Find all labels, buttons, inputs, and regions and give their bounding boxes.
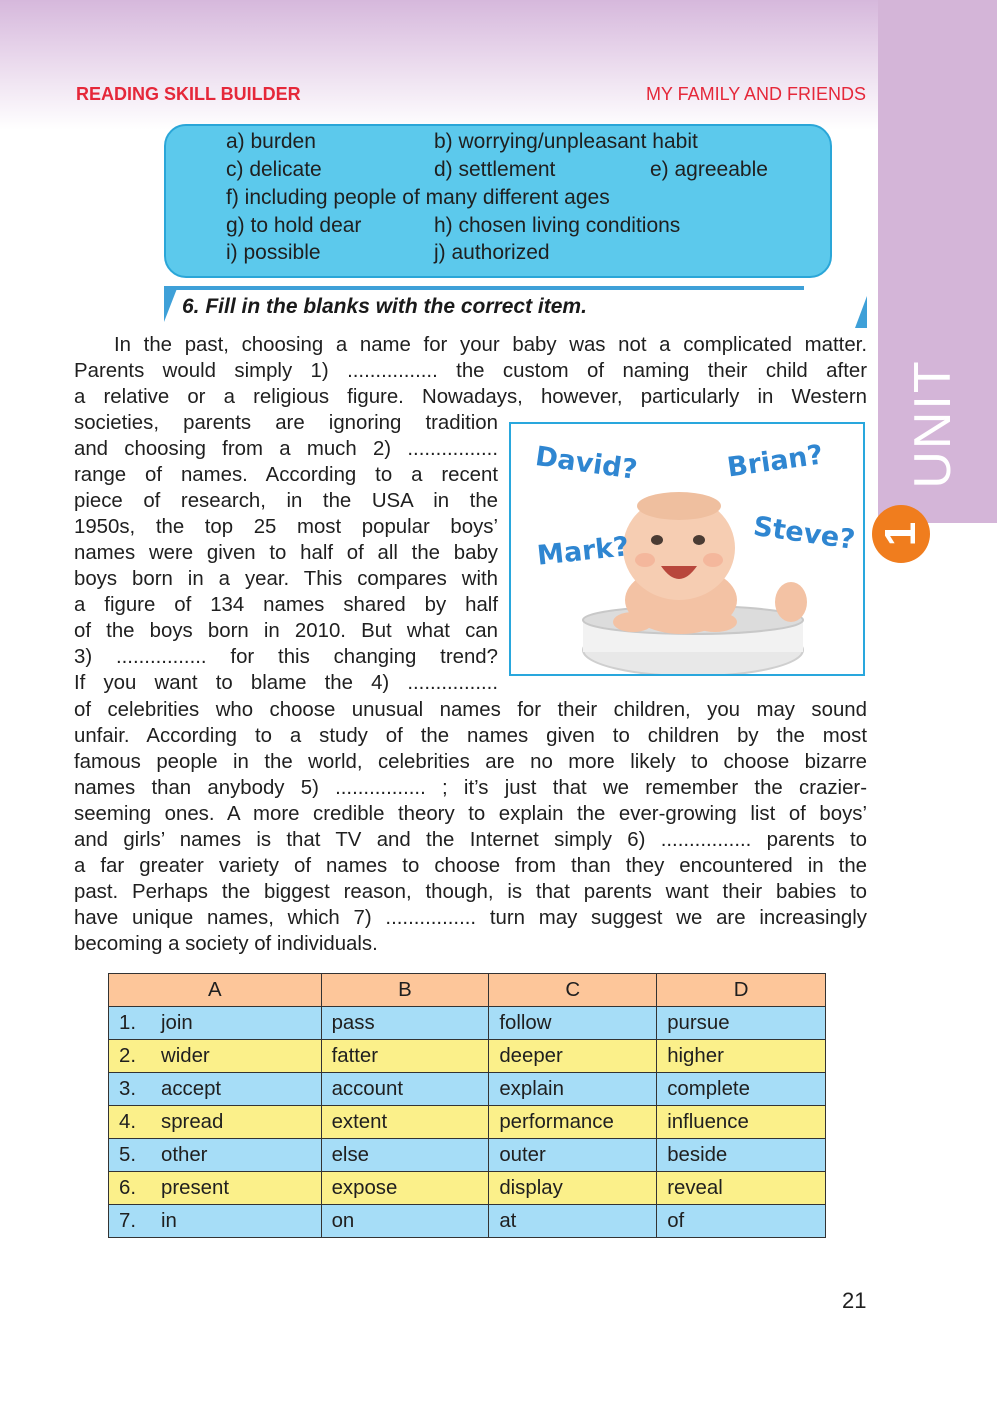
section-header: READING SKILL BUILDER	[76, 84, 301, 104]
option-cell-d: beside	[657, 1139, 826, 1172]
option-cell-c: follow	[489, 1007, 657, 1040]
table-row	[109, 1172, 826, 1205]
definition-item: j) authorized	[434, 241, 550, 264]
table-row	[109, 1106, 826, 1139]
passage-line: seeming ones. A more credible theory to explain the ever-growing list of boys’	[74, 803, 867, 825]
option-cell-a	[109, 1073, 322, 1106]
option-cell-d: higher	[657, 1040, 826, 1073]
option-cell-b: else	[321, 1139, 489, 1172]
column-header: B	[321, 974, 489, 1007]
topic-header: MY FAMILY AND FRIENDS	[645, 84, 866, 104]
option-text: other	[161, 1143, 208, 1166]
option-text: spread	[161, 1110, 224, 1133]
option-cell-c: explain	[489, 1073, 657, 1106]
passage-line: 3) ................ for this changing trend?	[74, 646, 498, 668]
row-number: 3.	[119, 1077, 137, 1100]
passage-line: If you want to blame the 4) ................	[74, 672, 498, 694]
option-cell-b: expose	[321, 1172, 489, 1205]
passage-line: names were given to half of all the baby	[74, 542, 498, 564]
passage-line: and girls’ names is that TV and the Internet simply 6) ................ parents to	[74, 829, 867, 851]
header-band	[0, 0, 878, 130]
passage-line: of the boys born in 2010. But what can	[74, 620, 498, 642]
unit-label: UNIT	[904, 359, 962, 489]
option-text: wider	[161, 1044, 210, 1067]
row-number: 1.	[119, 1011, 137, 1034]
passage-line: of celebrities who choose unusual names for their children, you may sound	[74, 699, 867, 721]
option-cell-b: pass	[321, 1007, 489, 1040]
definition-item: i) possible	[226, 241, 321, 264]
column-header: C	[489, 974, 657, 1007]
option-cell-a	[109, 1139, 322, 1172]
name-label: David?	[533, 441, 640, 486]
passage-line: boys born in a year. This compares with	[74, 568, 498, 590]
passage-line: and choosing from a much 2) ................	[74, 438, 498, 460]
option-text: present	[161, 1176, 230, 1199]
option-text: in	[161, 1209, 177, 1232]
baby-photo	[509, 422, 865, 676]
options-table	[108, 973, 826, 1238]
passage-line: becoming a society of individuals.	[74, 933, 378, 955]
option-cell-d: reveal	[657, 1172, 826, 1205]
column-header: D	[657, 974, 826, 1007]
option-cell-a	[109, 1040, 322, 1073]
task-title: 6. Fill in the blanks with the correct item.	[182, 295, 587, 318]
passage-line: famous people in the world, celebrities are no more likely to choose bizarre	[74, 751, 867, 773]
option-cell-d: of	[657, 1205, 826, 1238]
unit-number: 1	[876, 521, 925, 547]
table-row	[109, 1040, 826, 1073]
page-number: 21	[842, 1288, 867, 1313]
passage-line: a relative or a religious figure. Nowadays, however, particularly in Western	[74, 386, 867, 408]
name-label: Steve?	[751, 511, 857, 556]
passage-line: piece of research, in the USA in the	[74, 490, 498, 512]
option-cell-b: on	[321, 1205, 489, 1238]
option-cell-d: pursue	[657, 1007, 826, 1040]
table-header-row	[109, 974, 826, 1007]
option-cell-a	[109, 1007, 322, 1040]
passage-bottom	[74, 697, 867, 957]
option-text: join	[161, 1011, 193, 1034]
option-cell-c: outer	[489, 1139, 657, 1172]
passage-line: Parents would simply 1) ................ the custom of naming their child after	[74, 360, 867, 382]
option-text: accept	[161, 1077, 222, 1100]
option-cell-b: account	[321, 1073, 489, 1106]
definition-item: d) settlement	[434, 158, 556, 181]
option-cell-a	[109, 1106, 322, 1139]
table-row	[109, 1205, 826, 1238]
column-header: A	[109, 974, 322, 1007]
option-cell-c: performance	[489, 1106, 657, 1139]
table-row	[109, 1007, 826, 1040]
passage-line: range of names. According to a recent	[74, 464, 498, 486]
passage-line: past. Perhaps the biggest reason, though, is that parents want their babies to	[74, 881, 867, 903]
passage-line: have unique names, which 7) ................ turn may suggest we are increasingly	[74, 907, 867, 929]
option-cell-b: fatter	[321, 1040, 489, 1073]
definition-item: a) burden	[226, 130, 316, 153]
option-cell-c: deeper	[489, 1040, 657, 1073]
definition-item: g) to hold dear	[226, 214, 362, 237]
table-body	[109, 1007, 826, 1238]
option-cell-b: extent	[321, 1106, 489, 1139]
option-cell-a	[109, 1205, 322, 1238]
definition-item: c) delicate	[226, 158, 322, 181]
option-cell-d: influence	[657, 1106, 826, 1139]
passage-line: a far greater variety of names to choose from than they encountered in the	[74, 855, 867, 877]
definition-item: h) chosen living conditions	[434, 214, 681, 237]
option-cell-a	[109, 1172, 322, 1205]
name-label: Brian?	[725, 439, 825, 484]
row-number: 2.	[119, 1044, 137, 1067]
option-cell-d: complete	[657, 1073, 826, 1106]
passage-top	[74, 332, 867, 410]
passage-line: societies, parents are ignoring tradition	[74, 412, 498, 434]
row-number: 5.	[119, 1143, 137, 1166]
passage-line: In the past, choosing a name for your baby was not a complicated matter.	[114, 334, 867, 356]
row-number: 4.	[119, 1110, 137, 1133]
definition-item: b) worrying/unpleasant habit	[434, 130, 698, 153]
table-row	[109, 1073, 826, 1106]
passage-line: a figure of 134 names shared by half	[74, 594, 498, 616]
passage-line: names than anybody 5) ................ ; it’s just that we remember the crazier-	[74, 777, 867, 799]
definition-item: e) agreeable	[650, 158, 768, 181]
row-number: 7.	[119, 1209, 137, 1232]
row-number: 6.	[119, 1176, 137, 1199]
passage-line: 1950s, the top 25 most popular boys’	[74, 516, 498, 538]
passage-left-column	[74, 410, 498, 696]
name-label: Mark?	[535, 531, 631, 572]
definition-item: f) including people of many different ages	[226, 186, 610, 209]
option-cell-c: display	[489, 1172, 657, 1205]
table-row	[109, 1139, 826, 1172]
passage-line: unfair. According to a study of the names given to children by the most	[74, 725, 867, 747]
option-cell-c: at	[489, 1205, 657, 1238]
